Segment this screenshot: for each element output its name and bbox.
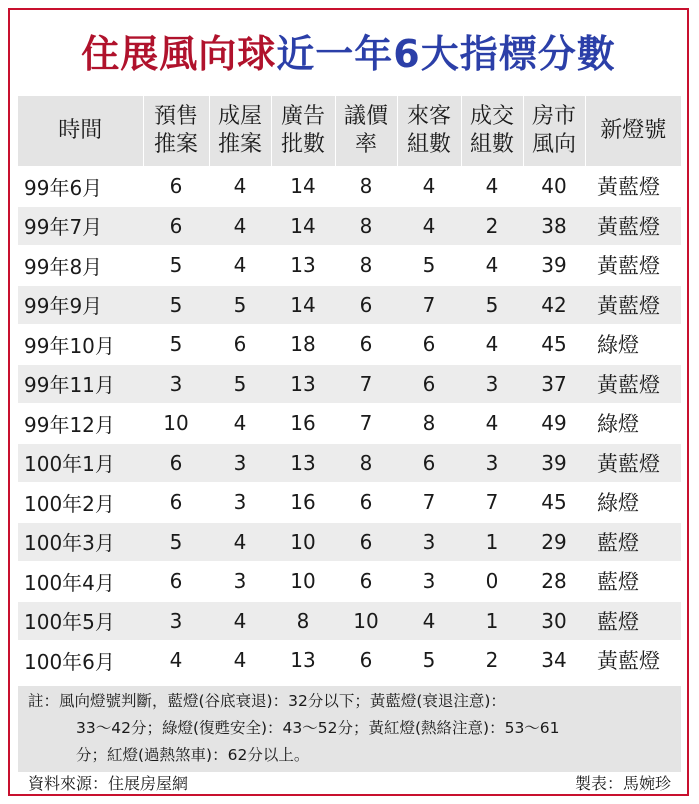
score-cell: 3 — [143, 601, 209, 641]
score-cell: 4 — [209, 641, 271, 680]
score-cell: 5 — [461, 285, 523, 325]
page-title — [10, 10, 687, 90]
column-header — [585, 96, 681, 167]
score-cell: 4 — [209, 404, 271, 444]
score-cell: 4 — [209, 167, 271, 207]
score-cell: 7 — [397, 285, 461, 325]
score-cell: 4 — [461, 404, 523, 444]
column-header-line: 成交 — [469, 104, 514, 129]
table-row — [18, 562, 681, 602]
score-cell: 14 — [271, 285, 335, 325]
score-cell: 18 — [271, 325, 335, 365]
score-cell: 4 — [143, 641, 209, 680]
column-header — [209, 96, 271, 167]
column-header — [18, 96, 143, 167]
score-cell: 10 — [335, 601, 397, 641]
score-cell: 3 — [397, 522, 461, 562]
light-signal-cell: 藍燈 — [585, 562, 681, 602]
column-header-line: 房市 — [531, 104, 576, 129]
score-cell: 6 — [335, 483, 397, 523]
score-cell: 6 — [335, 641, 397, 680]
score-cell: 4 — [397, 167, 461, 207]
column-header-line: 成屋 — [217, 104, 262, 129]
score-cell: 0 — [461, 562, 523, 602]
score-cell: 4 — [461, 325, 523, 365]
score-cell: 3 — [461, 443, 523, 483]
score-cell: 8 — [335, 246, 397, 286]
score-cell: 40 — [523, 167, 585, 207]
score-cell: 8 — [397, 404, 461, 444]
score-cell: 2 — [461, 641, 523, 680]
score-cell: 6 — [143, 167, 209, 207]
score-cell: 6 — [397, 325, 461, 365]
light-signal-cell: 黃藍燈 — [585, 641, 681, 680]
score-cell: 13 — [271, 364, 335, 404]
light-signal-cell: 黃藍燈 — [585, 167, 681, 207]
score-cell: 2 — [461, 206, 523, 246]
table-row — [18, 483, 681, 523]
author-credit: 製表：馬婉珍 — [574, 774, 671, 793]
footnote-line: 分；紅燈(過熱煞車)：62分以上。 — [76, 746, 310, 764]
time-cell: 100年4月 — [18, 562, 143, 602]
light-signal-cell: 黃藍燈 — [585, 206, 681, 246]
table-row — [18, 522, 681, 562]
score-cell: 4 — [461, 246, 523, 286]
score-cell: 3 — [209, 483, 271, 523]
score-cell: 10 — [271, 522, 335, 562]
table-row — [18, 443, 681, 483]
score-cell: 1 — [461, 522, 523, 562]
column-header-line: 推案 — [153, 132, 198, 157]
score-cell: 6 — [143, 206, 209, 246]
column-header-line: 率 — [354, 132, 377, 157]
score-cell: 5 — [209, 285, 271, 325]
score-cell: 4 — [209, 206, 271, 246]
score-cell: 6 — [209, 325, 271, 365]
light-signal-cell: 藍燈 — [585, 522, 681, 562]
table-row — [18, 167, 681, 207]
table-row — [18, 641, 681, 680]
score-cell: 7 — [335, 364, 397, 404]
score-cell: 13 — [271, 641, 335, 680]
score-cell: 5 — [143, 285, 209, 325]
table-row — [18, 364, 681, 404]
light-signal-cell: 綠燈 — [585, 483, 681, 523]
column-header-line: 推案 — [217, 132, 262, 157]
column-header — [143, 96, 209, 167]
score-cell: 10 — [271, 562, 335, 602]
score-cell: 7 — [335, 404, 397, 444]
footnote — [18, 686, 681, 772]
score-cell: 45 — [523, 483, 585, 523]
time-cell: 99年12月 — [18, 404, 143, 444]
score-cell: 6 — [335, 325, 397, 365]
score-cell: 34 — [523, 641, 585, 680]
score-cell: 14 — [271, 206, 335, 246]
score-cell: 13 — [271, 443, 335, 483]
table-row — [18, 246, 681, 286]
score-cell: 3 — [397, 562, 461, 602]
score-cell: 6 — [143, 443, 209, 483]
infographic-frame — [8, 8, 689, 796]
score-cell: 6 — [335, 285, 397, 325]
score-cell: 6 — [397, 364, 461, 404]
title-part-red: 住展風向球 — [81, 31, 277, 76]
score-cell: 8 — [271, 601, 335, 641]
score-cell: 38 — [523, 206, 585, 246]
column-header-line: 新燈號 — [600, 118, 667, 143]
score-cell: 8 — [335, 206, 397, 246]
score-cell: 49 — [523, 404, 585, 444]
light-signal-cell: 綠燈 — [585, 325, 681, 365]
score-cell: 14 — [271, 167, 335, 207]
time-cell: 99年7月 — [18, 206, 143, 246]
title-part-blue: 近一年6大指標分數 — [276, 31, 616, 76]
score-cell: 4 — [461, 167, 523, 207]
time-cell: 100年5月 — [18, 601, 143, 641]
column-header — [271, 96, 335, 167]
score-cell: 7 — [461, 483, 523, 523]
column-header-line: 來客 — [406, 104, 451, 129]
time-cell: 100年3月 — [18, 522, 143, 562]
light-signal-cell: 黃藍燈 — [585, 443, 681, 483]
footnote-line: 33～42分；綠燈(復甦安全)：43～52分；黃紅燈(熱絡注意)：53～61 — [76, 719, 560, 737]
score-cell: 8 — [335, 167, 397, 207]
score-cell: 6 — [143, 562, 209, 602]
score-cell: 28 — [523, 562, 585, 602]
time-cell: 100年6月 — [18, 641, 143, 680]
column-header-line: 批數 — [280, 132, 325, 157]
time-cell: 99年6月 — [18, 167, 143, 207]
score-cell: 6 — [143, 483, 209, 523]
score-cell: 5 — [143, 246, 209, 286]
score-cell: 4 — [397, 601, 461, 641]
time-cell: 99年8月 — [18, 246, 143, 286]
time-cell: 99年11月 — [18, 364, 143, 404]
score-cell: 5 — [209, 364, 271, 404]
score-cell: 30 — [523, 601, 585, 641]
column-header-line: 廣告 — [280, 104, 325, 129]
time-cell: 99年9月 — [18, 285, 143, 325]
score-cell: 4 — [397, 206, 461, 246]
score-cell: 5 — [397, 641, 461, 680]
score-cell: 4 — [209, 246, 271, 286]
score-cell: 8 — [335, 443, 397, 483]
source-credit: 資料來源：住展房屋網 — [28, 774, 189, 793]
score-cell: 6 — [335, 562, 397, 602]
column-header — [397, 96, 461, 167]
score-cell: 6 — [335, 522, 397, 562]
table-row — [18, 325, 681, 365]
score-cell: 37 — [523, 364, 585, 404]
score-cell: 4 — [209, 522, 271, 562]
table-row — [18, 206, 681, 246]
score-cell: 45 — [523, 325, 585, 365]
light-signal-cell: 藍燈 — [585, 601, 681, 641]
score-cell: 4 — [209, 601, 271, 641]
column-header — [461, 96, 523, 167]
score-cell: 3 — [209, 562, 271, 602]
footnote-line: 註：風向燈號判斷，藍燈(谷底衰退)：32分以下；黃藍燈(衰退注意)： — [28, 692, 506, 710]
table-row — [18, 285, 681, 325]
table-row — [18, 601, 681, 641]
light-signal-cell: 黃藍燈 — [585, 246, 681, 286]
light-signal-cell: 綠燈 — [585, 404, 681, 444]
score-cell: 10 — [143, 404, 209, 444]
score-cell: 3 — [461, 364, 523, 404]
time-cell: 100年1月 — [18, 443, 143, 483]
score-cell: 6 — [397, 443, 461, 483]
table-body — [18, 167, 681, 680]
column-header — [335, 96, 397, 167]
score-cell: 13 — [271, 246, 335, 286]
table-row — [18, 404, 681, 444]
score-cell: 5 — [143, 522, 209, 562]
score-cell: 39 — [523, 246, 585, 286]
score-cell: 3 — [143, 364, 209, 404]
light-signal-cell: 黃藍燈 — [585, 364, 681, 404]
time-cell: 99年10月 — [18, 325, 143, 365]
indicator-table — [18, 96, 681, 680]
column-header — [523, 96, 585, 167]
score-cell: 16 — [271, 483, 335, 523]
column-header-line: 預售 — [153, 104, 198, 129]
score-cell: 16 — [271, 404, 335, 444]
column-header-line: 議價 — [343, 104, 388, 129]
column-header-line: 時間 — [58, 118, 103, 143]
column-header-line: 風向 — [531, 132, 576, 157]
score-cell: 29 — [523, 522, 585, 562]
score-cell: 7 — [397, 483, 461, 523]
score-cell: 42 — [523, 285, 585, 325]
score-cell: 39 — [523, 443, 585, 483]
column-header-line: 組數 — [469, 132, 514, 157]
table-header-row — [18, 96, 681, 167]
column-header-line: 組數 — [406, 132, 451, 157]
footer — [18, 772, 681, 796]
time-cell: 100年2月 — [18, 483, 143, 523]
score-cell: 3 — [209, 443, 271, 483]
score-cell: 5 — [143, 325, 209, 365]
score-cell: 1 — [461, 601, 523, 641]
score-cell: 5 — [397, 246, 461, 286]
light-signal-cell: 黃藍燈 — [585, 285, 681, 325]
